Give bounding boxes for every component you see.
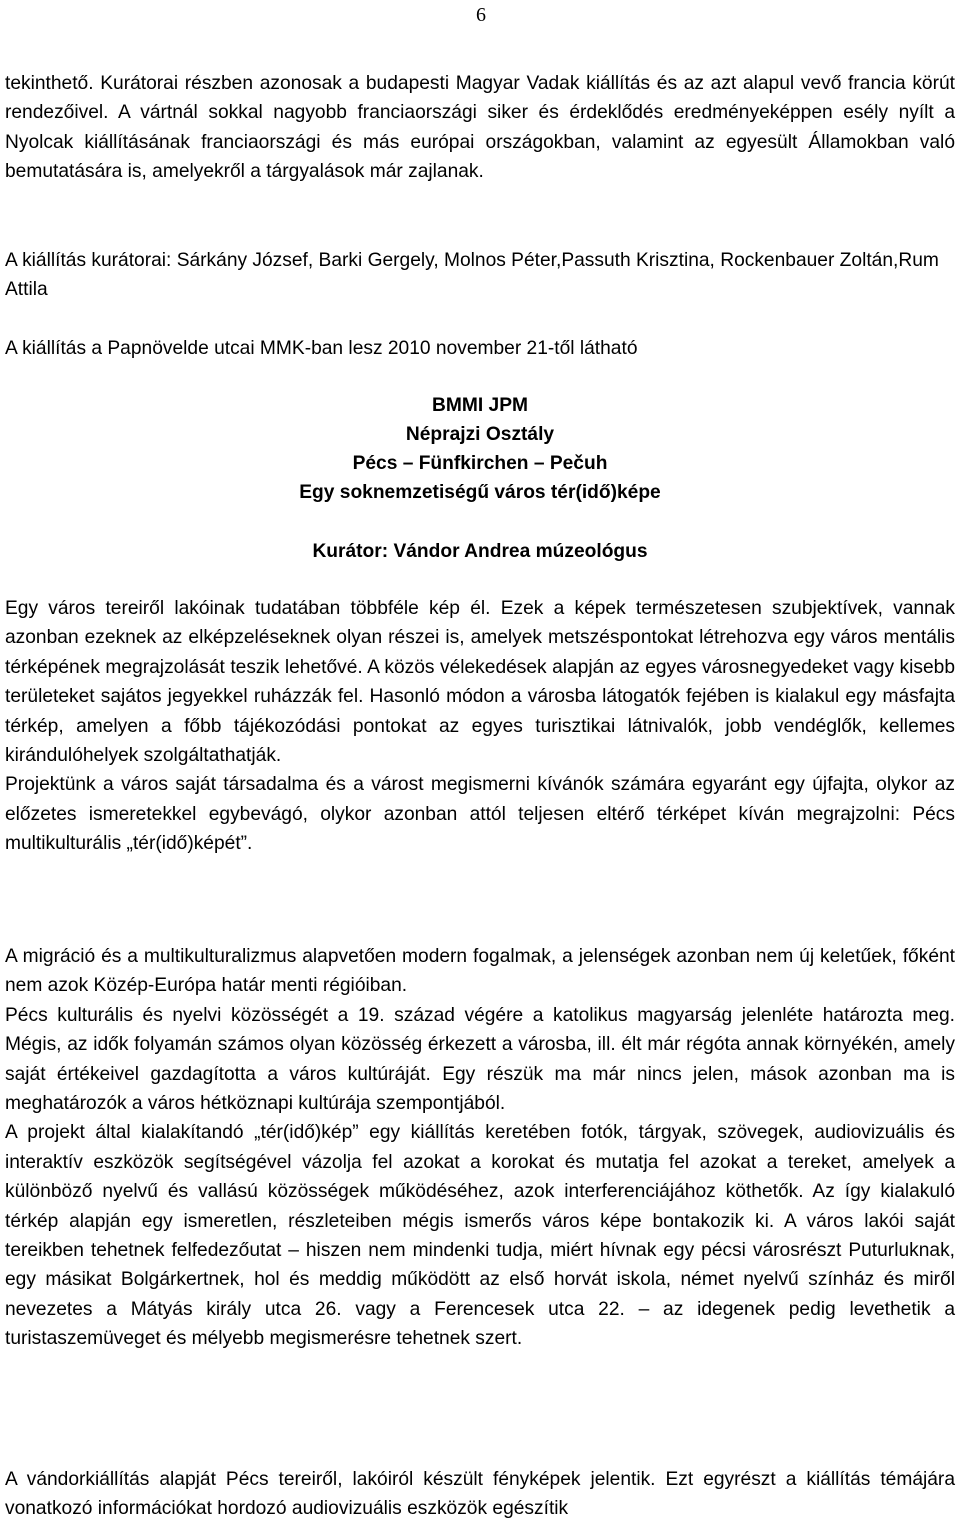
body-paragraph: A vándorkiállítás alapját Pécs tereiről, lakóiról készült fényképek jelentik. Ezt egyrészt a kiállítás témájára vonatkozó információkat hordozó audiovizuális eszközök egészítik <box>5 1469 955 1520</box>
location-paragraph: A kiállítás a Papnövelde utcai MMK-ban lesz 2010 november 21-től látható <box>5 338 638 359</box>
heading-line-3: Pécs – Fünfkirchen – Pečuh <box>352 453 608 474</box>
curator-line: Kurátor: Vándor Andrea múzeológus <box>312 541 648 562</box>
heading-line-1: BMMI JPM <box>432 395 528 416</box>
body-section-2 <box>5 942 955 1354</box>
body-paragraph: A migráció és a multikulturalizmus alapvetően modern fogalmak, a jelenségek azonban nem új keletűek, főként nem azok Közép-Európa határ menti régióiban. <box>5 946 955 997</box>
intro-paragraph: tekinthető. Kurátorai részben azonosak a budapesti Magyar Vadak kiállítás és az azt alapul vevő francia körút rendezőivel. A vártnál sokkal nagyobb franciaországi siker és érdeklődés eredményeképpen esély nyílt a Nyolcak kiállításának franciaországi és más európai országokban, valamint az egyesült Államokban való bemutatására is, amelyekről a tárgyalások már zajlanak. <box>5 73 955 183</box>
location-section <box>5 334 955 363</box>
curators-section <box>5 246 955 305</box>
body-paragraph: Projektünk a város saját társadalma és a várost megismerni kívánók számára egyaránt egy újfajta, olykor az előzetes ismeretekkel egybevágó, olykor azonban attól teljesen eltérő térképet kíván megrajzolni: Pécs multikulturális „tér(idő)képét”. <box>5 774 955 855</box>
exhibition-heading <box>5 391 955 507</box>
heading-line-4: Egy soknemzetiségű város tér(idő)képe <box>299 482 661 503</box>
curator-section <box>5 537 955 566</box>
body-paragraph: Egy város tereiről lakóinak tudatában többféle kép él. Ezek a képek természetesen szubjektívek, vannak azonban ezeknek az elképzeléseknek olyan részei is, amelyek metszéspontokat létrehozva egy város mentális térképének megrajzolását teszik lehetővé. A közös vélekedések alapján az egyes városnegyedeket vagy kisebb területeket sajátos jegyekkel ruházzák fel. Hasonló módon a városba látogatók fejében is kialakul egy másfajta térkép, amelyen a főbb tájékozódási pontokat az egyes turisztikai látnivalók, jobb vendéglők, kellemes kirándulóhelyek szolgáltathatják. <box>5 598 955 767</box>
heading-line-2: Néprajzi Osztály <box>405 424 555 445</box>
intro-section <box>5 69 955 187</box>
body-section-3 <box>5 1465 955 1524</box>
body-section-1 <box>5 594 955 859</box>
body-paragraph: Pécs kulturális és nyelvi közösségét a 19. század végére a katolikus magyarság jelenléte határozta meg. Mégis, az idők folyamán számos olyan közösség érkezett a városba, ill. élt már régóta annak környékén, amely saját értékeivel gazdagította a város kultúráját. Egy részük ma már nincs jelen, mások azonban ma is meghatározók a város hétköznapi kultúrája szempontjából. <box>5 1004 955 1115</box>
page-number: 6 <box>476 4 486 26</box>
curators-paragraph: A kiállítás kurátorai: Sárkány József, Barki Gergely, Molnos Péter,Passuth Krisztina, Rockenbauer Zoltán,Rum Attila <box>5 250 939 301</box>
body-paragraph: A projekt által kialakítandó „tér(idő)kép” egy kiállítás keretében fotók, tárgyak, szövegek, audiovizuális és interaktív eszközök segítségével vázolja fel azokat a korokat és mutatja fel azokat a tereket, amelyek a különböző nyelvű és vallású közösségek működéséhez, azok interferenciájához köthetők. Az így kialakuló térkép alapján egy ismeretlen, részleteiben mégis ismerős város képe bontakozik ki. A város lakói saját tereikben tehetnek felfedezőutat – hiszen nem mindenki tudja, miért hívnak egy pécsi városrészt Puturluknak, egy másikat Bolgárkertnek, hol és meddig működött az első horvát iskola, német nyelvű színház és miről nevezetes a Mátyás király utca 26. vagy a Ferencesek utca 22. – az idegenek pedig levethetik a turistaszemüveget és mélyebb megismerésre tehetnek szert. <box>5 1122 955 1350</box>
